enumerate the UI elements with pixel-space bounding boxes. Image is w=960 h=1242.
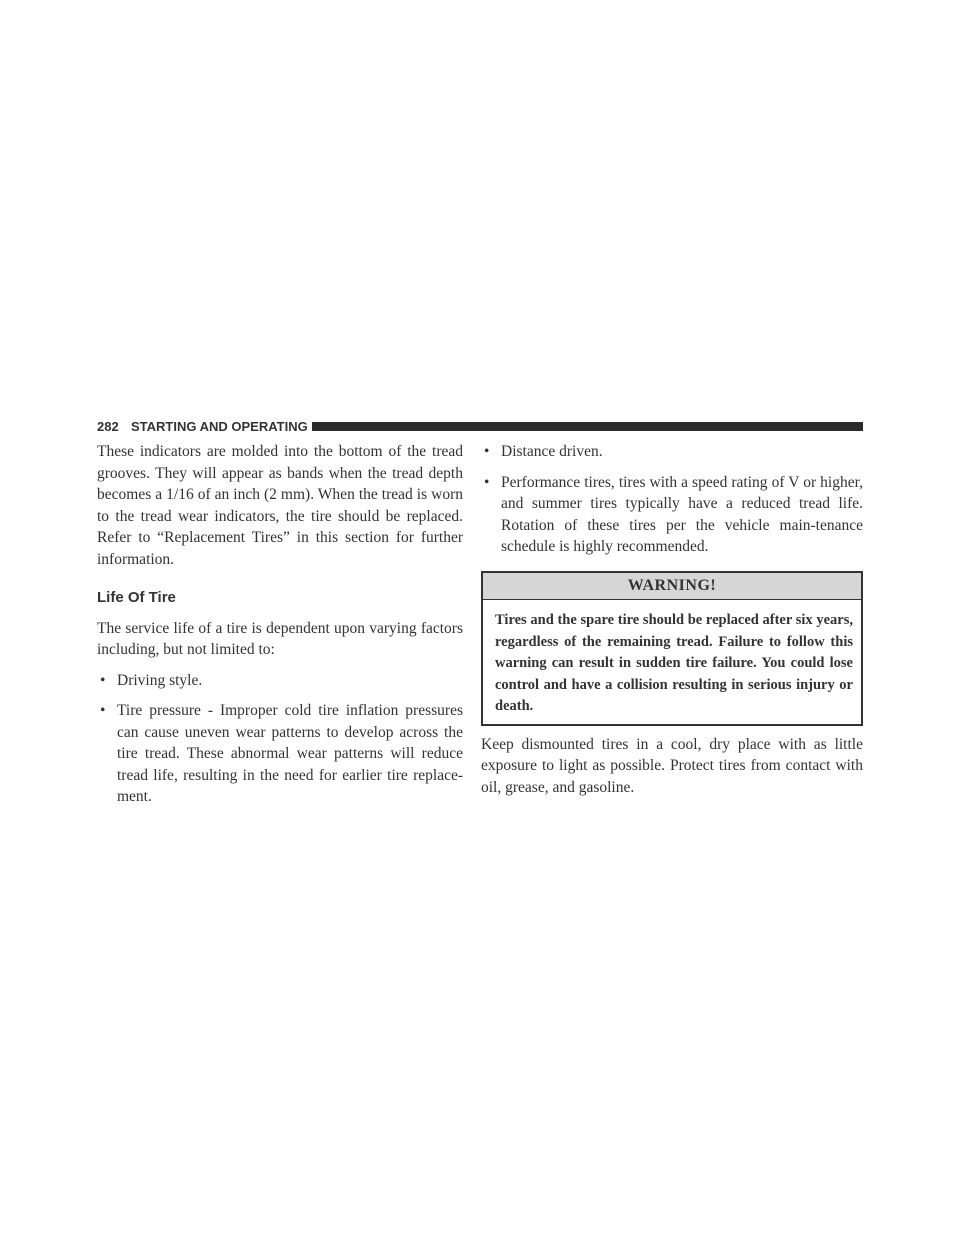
warning-box — [481, 571, 863, 726]
bullet-icon: • — [484, 443, 490, 460]
bullet-icon: • — [100, 671, 106, 689]
lead-paragraph: The service life of a tire is dependent upon varying factors including, but not limited to: — [97, 619, 463, 658]
intro-paragraph: These indicators are molded into the bottom of the tread grooves. They will appear as bands when the tread depth becomes a 1/16 of an inch (2 mm). When the tread is worn to the tread wear indicators, the tire should be replaced. Refer to “Replacement Tires” in this section for further information. — [97, 443, 463, 568]
bullet-icon: • — [484, 473, 490, 491]
list-item-text: Performance tires, tires with a speed rating of V or higher, and summer tires typically have a reduced tread life. Rotation of these tires per the vehicle main-tenance schedule is highly recommended. — [501, 473, 863, 555]
bullet-icon: • — [100, 702, 106, 719]
list-item — [97, 670, 463, 692]
list-item-text: Driving style. — [117, 671, 203, 689]
warning-title: WARNING! — [483, 573, 861, 601]
closing-paragraph: Keep dismounted tires in a cool, dry place with as little exposure to light as possible. Protect tires from contact with oil, grease, and gasoline. — [481, 735, 863, 796]
warning-text: Tires and the spare tire should be replaced after six years, regardless of the remaining tread. Failure to follow this warning can result in sudden tire failure. You could lose control and have a collision resulting in serious injury or death. — [495, 612, 853, 714]
list-item-text: Distance driven. — [501, 443, 603, 460]
section-title: STARTING AND OPERATING — [131, 419, 308, 434]
list-item — [481, 472, 863, 558]
list-item-text: Tire pressure - Improper cold tire inflation pressures can cause uneven wear patterns to develop across the tire tread. These abnormal wear patterns will reduce tread life, resulting in the need for earlier tire replace-ment. — [117, 702, 463, 805]
list-item — [97, 700, 463, 808]
page-header — [97, 419, 863, 435]
left-column — [97, 441, 463, 808]
factor-list — [97, 670, 463, 808]
page-number: 282 — [97, 419, 119, 434]
factor-list-continued — [481, 441, 863, 558]
list-item — [481, 441, 863, 463]
section-heading: Life Of Tire — [97, 589, 176, 606]
right-column — [481, 441, 863, 798]
header-rule — [312, 422, 863, 431]
